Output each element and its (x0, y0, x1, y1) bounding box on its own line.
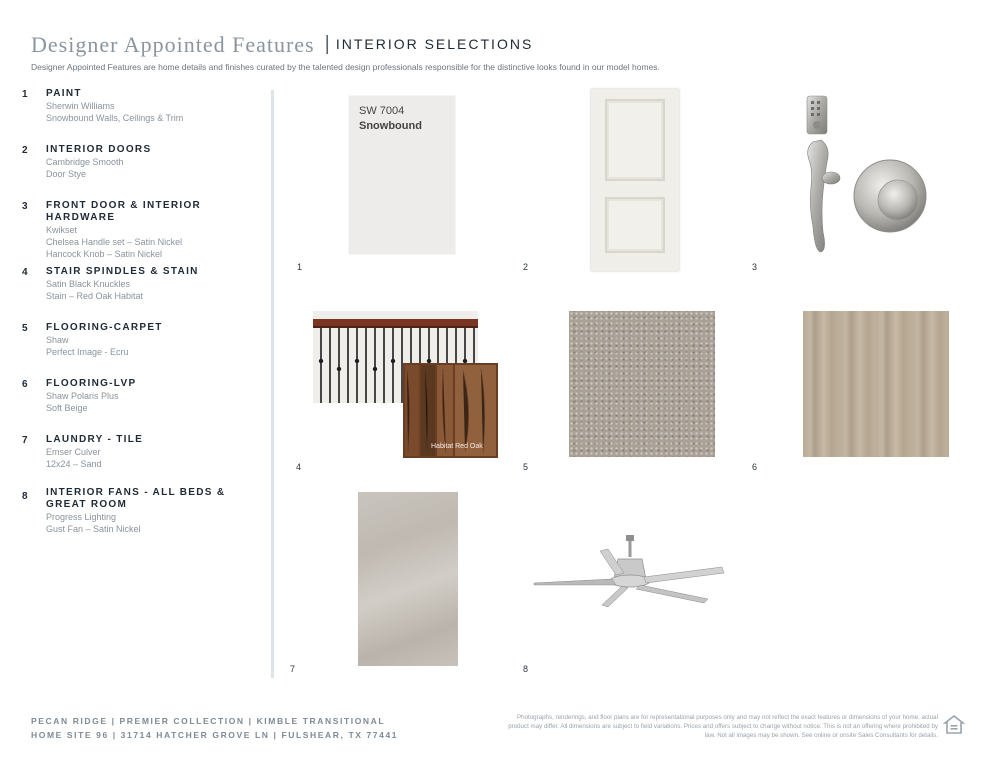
swatch-caption: 6 (752, 462, 758, 472)
item-line: Stain – Red Oak Habitat (46, 291, 144, 301)
item-line: Door Stye (46, 169, 87, 179)
selection-item-fans (22, 487, 267, 535)
item-line: Chelsea Handle set – Satin Nickel (46, 237, 183, 247)
selection-item-stair (22, 266, 267, 302)
item-line: Satin Black Knuckles (46, 279, 131, 289)
item-heading: FLOORING-LVP (46, 378, 137, 389)
selection-item-hardware (22, 200, 267, 260)
item-heading: FLOORING-CARPET (46, 322, 163, 333)
item-number: 7 (22, 435, 28, 446)
title-separator: | (324, 33, 330, 55)
item-number: 1 (22, 89, 28, 100)
laundry-tile-swatch (358, 492, 458, 666)
item-heading: STAIR SPINDLES & STAIN (46, 266, 199, 277)
item-number: 5 (22, 323, 28, 334)
item-number: 8 (22, 491, 28, 502)
item-line: Gust Fan – Satin Nickel (46, 524, 141, 534)
item-line: Snowbound Walls, Ceilings & Trim (46, 113, 184, 123)
intro-text: Designer Appointed Features are home details and finishes curated by the talented design professionals responsible for the distinctive looks found in our model homes. (31, 62, 660, 72)
paint-name: Snowbound (359, 120, 422, 132)
item-number: 3 (22, 201, 28, 212)
swatch-caption: 8 (523, 664, 529, 674)
swatch-caption: 3 (752, 262, 758, 272)
item-number: 4 (22, 267, 28, 278)
selection-item-carpet (22, 322, 267, 358)
item-line: 12x24 – Sand (46, 459, 102, 469)
item-line: Perfect Image - Ecru (46, 347, 129, 357)
equal-housing-opportunity-icon (943, 714, 965, 736)
footer-line-1: PECAN RIDGE | PREMIER COLLECTION | KIMBLE TRANSITIONAL (31, 716, 386, 726)
page-subtitle: INTERIOR SELECTIONS (335, 36, 534, 52)
item-number: 2 (22, 145, 28, 156)
item-line: Progress Lighting (46, 512, 117, 522)
selection-item-interior-doors (22, 144, 267, 180)
vertical-divider (271, 90, 274, 678)
selection-item-paint (22, 88, 267, 124)
item-line: Emser Culver (46, 447, 101, 457)
item-line: Soft Beige (46, 403, 88, 413)
item-line: Shaw (46, 335, 69, 345)
paint-code: SW 7004 (359, 105, 405, 117)
item-line: Hancock Knob – Satin Nickel (46, 249, 163, 259)
item-line: Shaw Polaris Plus (46, 391, 119, 401)
paint-swatch (349, 96, 455, 254)
page-title: Designer Appointed Features (31, 32, 315, 57)
stain-label: Habitat Red Oak (431, 443, 483, 450)
carpet-swatch (569, 311, 715, 457)
swatch-caption: 5 (523, 462, 529, 472)
door-hardware-icon (795, 92, 935, 257)
lvp-flooring-swatch (803, 311, 949, 457)
item-heading: INTERIOR DOORS (46, 144, 152, 155)
item-heading: INTERIOR FANS - ALL BEDS & GREAT ROOM (46, 487, 226, 510)
item-heading: FRONT DOOR & INTERIOR HARDWARE (46, 200, 202, 223)
swatch-caption: 4 (296, 462, 302, 472)
swatch-caption: 7 (290, 664, 296, 674)
page-header (31, 32, 533, 58)
selection-item-laundry-tile (22, 434, 267, 470)
stair-spindles-image (313, 311, 498, 458)
door-panel (605, 197, 665, 253)
item-line: Kwikset (46, 225, 78, 235)
swatch-caption: 1 (297, 262, 303, 272)
item-line: Cambridge Smooth (46, 157, 124, 167)
swatch-caption: 2 (523, 262, 529, 272)
item-line: Sherwin Williams (46, 101, 115, 111)
item-number: 6 (22, 379, 28, 390)
footer-line-2: HOME SITE 96 | 31714 HATCHER GROVE LN | FULSHEAR, TX 77441 (31, 730, 399, 740)
interior-door-image (591, 89, 679, 271)
door-panel (605, 99, 665, 181)
footer-disclaimer: Photographs, renderings, and floor plans are for representational purposes only and may not reflect the exact features or dimensions of your home; actual product may differ. All dimensions are subject to field variations. Prices and offers subject to change without notice. This is not an offering where prohibited by law. Not all images may be shown. See online or onsite Sales Consultants for details. (508, 714, 938, 739)
item-heading: PAINT (46, 88, 82, 99)
item-heading: LAUNDRY - TILE (46, 434, 144, 445)
selection-item-lvp (22, 378, 267, 414)
ceiling-fan-icon (532, 533, 727, 613)
footer-address (31, 714, 398, 742)
